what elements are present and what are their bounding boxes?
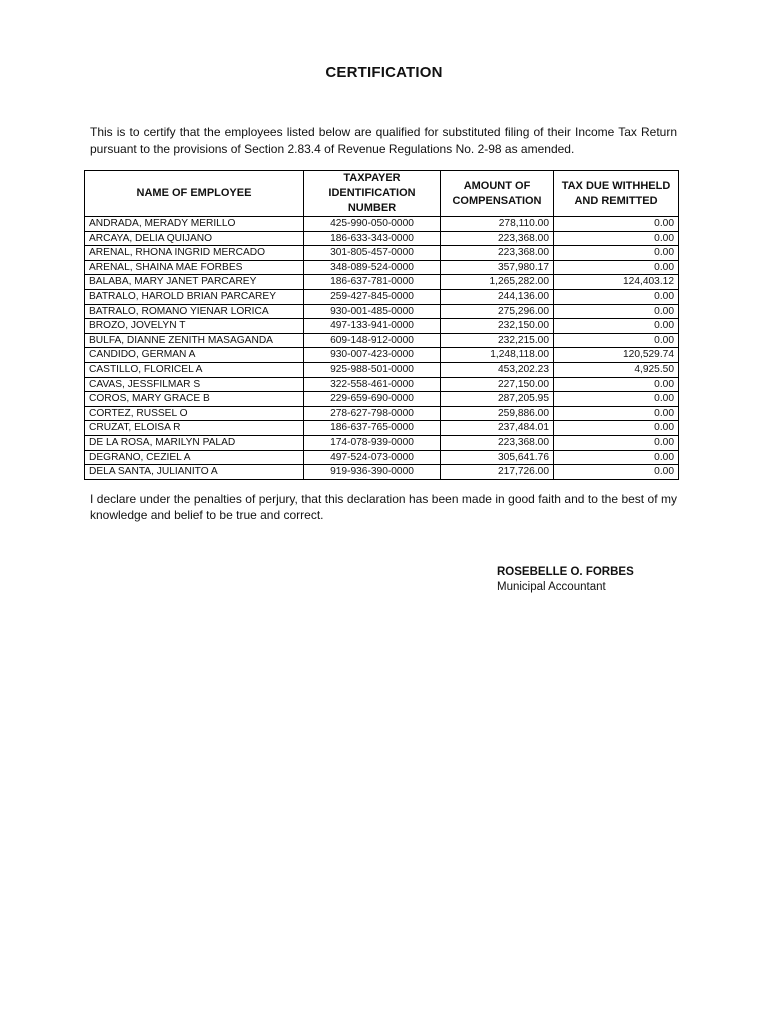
table-row <box>85 333 679 348</box>
employee-name-cell: CRUZAT, ELOISA R <box>85 421 304 436</box>
table-row <box>85 362 679 377</box>
compensation-cell: 357,980.17 <box>441 260 554 275</box>
employee-name-cell: CANDIDO, GERMAN A <box>85 348 304 363</box>
compensation-cell: 217,726.00 <box>441 465 554 480</box>
tin-cell: 348-089-524-0000 <box>304 260 441 275</box>
employee-name-cell: DE LA ROSA, MARILYN PALAD <box>85 435 304 450</box>
employee-name-cell: DELA SANTA, JULIANITO A <box>85 465 304 480</box>
signatory-name: ROSEBELLE O. FORBES <box>497 566 634 578</box>
table-row <box>85 348 679 363</box>
employee-name-cell: BULFA, DIANNE ZENITH MASAGANDA <box>85 333 304 348</box>
compensation-cell: 227,150.00 <box>441 377 554 392</box>
tax-withheld-cell: 0.00 <box>554 406 679 421</box>
compensation-cell: 287,205.95 <box>441 392 554 407</box>
tin-cell: 497-524-073-0000 <box>304 450 441 465</box>
table-row <box>85 465 679 480</box>
tin-cell: 919-936-390-0000 <box>304 465 441 480</box>
tin-cell: 301-805-457-0000 <box>304 246 441 261</box>
tin-cell: 186-637-765-0000 <box>304 421 441 436</box>
employee-table-body <box>85 217 679 480</box>
compensation-cell: 278,110.00 <box>441 217 554 232</box>
table-header-row <box>85 171 679 217</box>
tax-withheld-cell: 0.00 <box>554 377 679 392</box>
compensation-cell: 1,248,118.00 <box>441 348 554 363</box>
tin-cell: 930-001-485-0000 <box>304 304 441 319</box>
header-amount-of-compensation: AMOUNT OF COMPENSATION <box>441 171 554 217</box>
tin-cell: 930-007-423-0000 <box>304 348 441 363</box>
employee-name-cell: ARENAL, RHONA INGRID MERCADO <box>85 246 304 261</box>
table-row <box>85 260 679 275</box>
compensation-cell: 223,368.00 <box>441 246 554 261</box>
tin-cell: 322-558-461-0000 <box>304 377 441 392</box>
tax-withheld-cell: 0.00 <box>554 289 679 304</box>
compensation-cell: 453,202.23 <box>441 362 554 377</box>
tax-withheld-cell: 0.00 <box>554 450 679 465</box>
signatory-position: Municipal Accountant <box>497 581 606 593</box>
tax-withheld-cell: 0.00 <box>554 304 679 319</box>
employee-name-cell: ARCAYA, DELIA QUIJANO <box>85 231 304 246</box>
employee-name-cell: ANDRADA, MERADY MERILLO <box>85 217 304 232</box>
tax-withheld-cell: 0.00 <box>554 392 679 407</box>
table-row <box>85 450 679 465</box>
declaration-paragraph: I declare under the penalties of perjury, that this declaration has been made in good faith and to the best of my knowledge and belief to be true and correct. <box>90 492 677 522</box>
employee-name-cell: BROZO, JOVELYN T <box>85 319 304 334</box>
employee-name-cell: CASTILLO, FLORICEL A <box>85 362 304 377</box>
page-title: CERTIFICATION <box>325 64 443 81</box>
tin-cell: 609-148-912-0000 <box>304 333 441 348</box>
tax-withheld-cell: 124,403.12 <box>554 275 679 290</box>
table-row <box>85 392 679 407</box>
tax-withheld-cell: 0.00 <box>554 333 679 348</box>
employee-name-cell: CORTEZ, RUSSEL O <box>85 406 304 421</box>
intro-paragraph: This is to certify that the employees listed below are qualified for substituted filing of their Income Tax Return pursuant to the provisions of Section 2.83.4 of Revenue Regulations No. 2-98 as amended. <box>90 125 677 156</box>
tin-cell: 278-627-798-0000 <box>304 406 441 421</box>
tin-cell: 925-988-501-0000 <box>304 362 441 377</box>
table-row <box>85 246 679 261</box>
tin-cell: 174-078-939-0000 <box>304 435 441 450</box>
table-row <box>85 231 679 246</box>
compensation-cell: 1,265,282.00 <box>441 275 554 290</box>
compensation-cell: 259,886.00 <box>441 406 554 421</box>
tax-withheld-cell: 0.00 <box>554 435 679 450</box>
employee-name-cell: COROS, MARY GRACE B <box>85 392 304 407</box>
tax-withheld-cell: 0.00 <box>554 465 679 480</box>
compensation-cell: 305,641.76 <box>441 450 554 465</box>
compensation-cell: 223,368.00 <box>441 435 554 450</box>
signature-block <box>497 565 634 595</box>
header-name-of-employee: NAME OF EMPLOYEE <box>85 171 304 217</box>
compensation-cell: 237,484.01 <box>441 421 554 436</box>
tin-cell: 259-427-845-0000 <box>304 289 441 304</box>
tin-cell: 497-133-941-0000 <box>304 319 441 334</box>
tin-cell: 425-990-050-0000 <box>304 217 441 232</box>
table-row <box>85 304 679 319</box>
table-row <box>85 319 679 334</box>
tax-withheld-cell: 0.00 <box>554 421 679 436</box>
table-row <box>85 217 679 232</box>
employee-name-cell: CAVAS, JESSFILMAR S <box>85 377 304 392</box>
header-tax-due-withheld: TAX DUE WITHHELD AND REMITTED <box>554 171 679 217</box>
employee-name-cell: DEGRANO, CEZIEL A <box>85 450 304 465</box>
table-row <box>85 421 679 436</box>
table-row <box>85 289 679 304</box>
tax-withheld-cell: 0.00 <box>554 231 679 246</box>
table-row <box>85 377 679 392</box>
tax-withheld-cell: 0.00 <box>554 246 679 261</box>
employee-name-cell: BATRALO, ROMANO YIENAR LORICA <box>85 304 304 319</box>
table-row <box>85 435 679 450</box>
tax-withheld-cell: 0.00 <box>554 217 679 232</box>
tax-withheld-cell: 120,529.74 <box>554 348 679 363</box>
tax-withheld-cell: 4,925.50 <box>554 362 679 377</box>
compensation-cell: 232,150.00 <box>441 319 554 334</box>
table-row <box>85 406 679 421</box>
tin-cell: 186-633-343-0000 <box>304 231 441 246</box>
tin-cell: 229-659-690-0000 <box>304 392 441 407</box>
employee-table <box>84 170 679 480</box>
tin-cell: 186-637-781-0000 <box>304 275 441 290</box>
compensation-cell: 275,296.00 <box>441 304 554 319</box>
employee-name-cell: ARENAL, SHAINA MAE FORBES <box>85 260 304 275</box>
compensation-cell: 244,136.00 <box>441 289 554 304</box>
compensation-cell: 223,368.00 <box>441 231 554 246</box>
table-row <box>85 275 679 290</box>
tax-withheld-cell: 0.00 <box>554 260 679 275</box>
compensation-cell: 232,215.00 <box>441 333 554 348</box>
employee-name-cell: BATRALO, HAROLD BRIAN PARCAREY <box>85 289 304 304</box>
tax-withheld-cell: 0.00 <box>554 319 679 334</box>
header-taxpayer-identification-number: TAXPAYER IDENTIFICATION NUMBER <box>304 171 441 217</box>
employee-name-cell: BALABA, MARY JANET PARCAREY <box>85 275 304 290</box>
